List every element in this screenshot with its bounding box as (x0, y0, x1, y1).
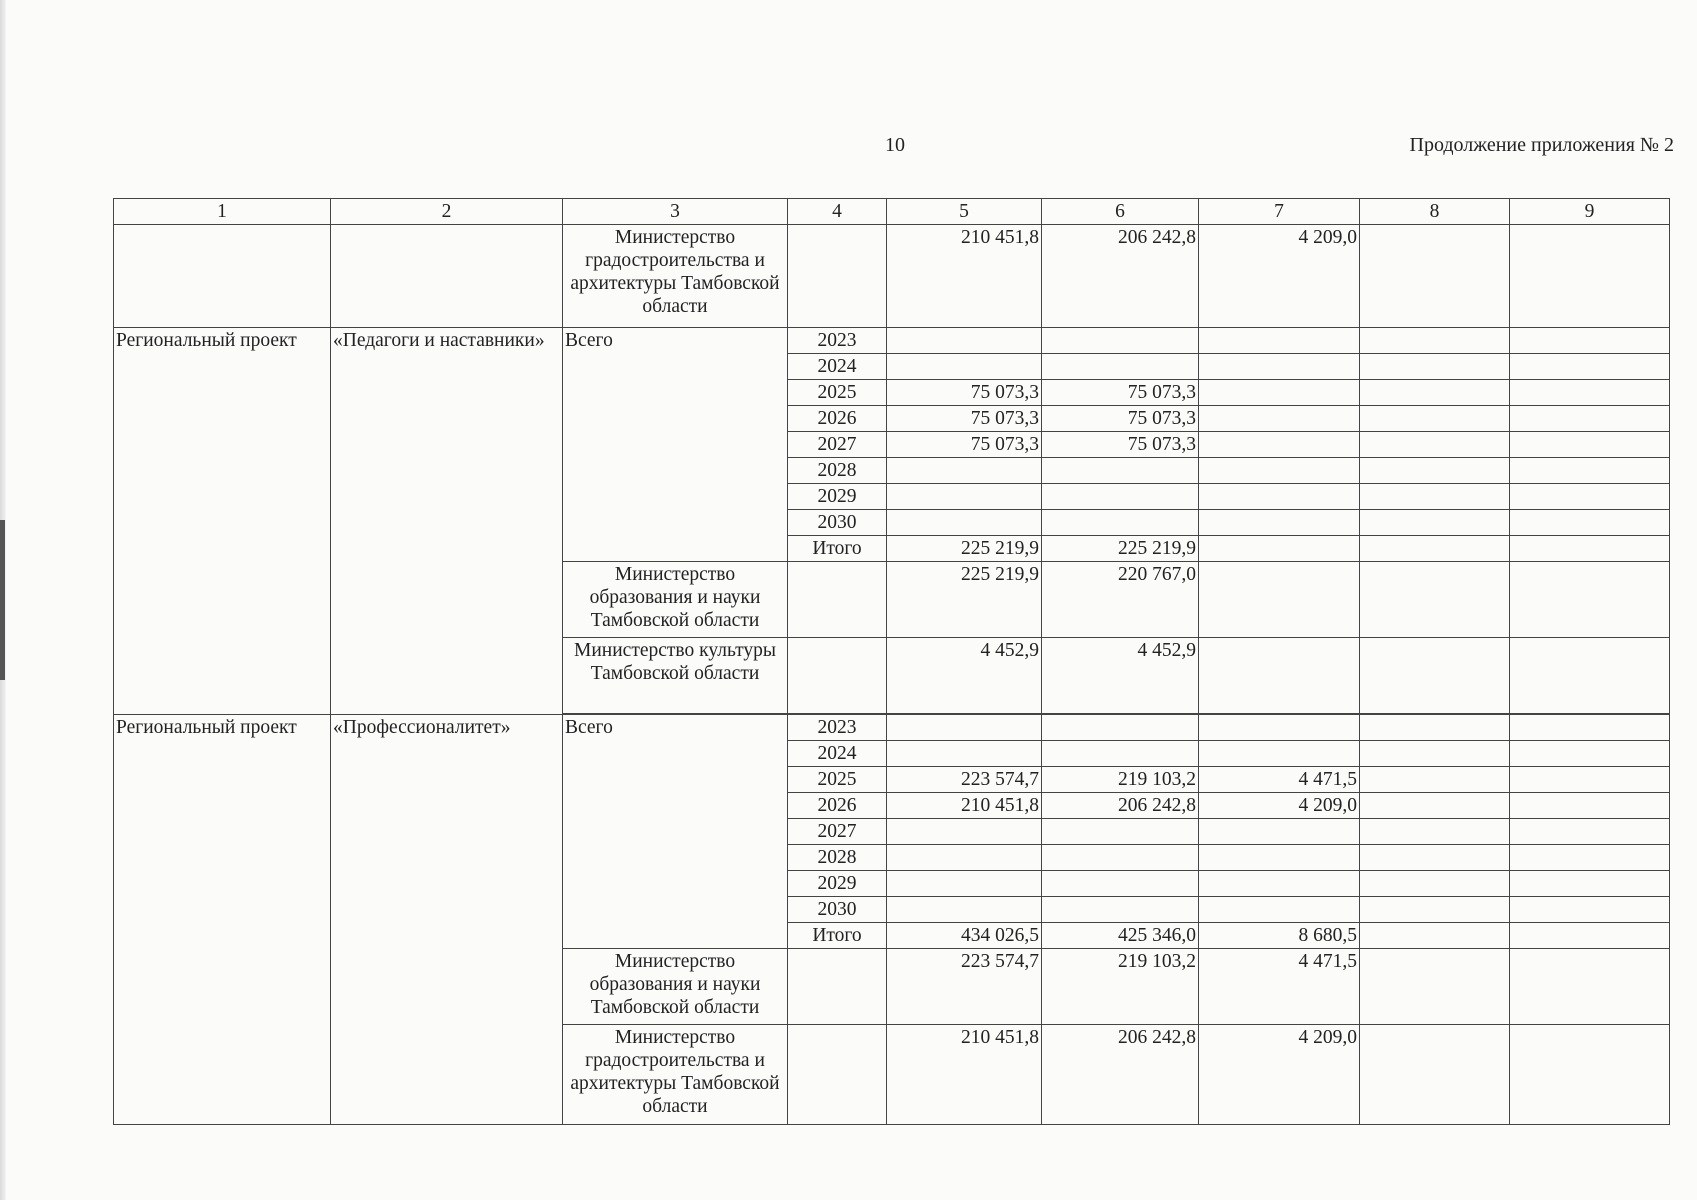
year-cell: 2027 (788, 432, 887, 458)
col-number: 1 (114, 199, 331, 225)
value-cell (1199, 432, 1360, 458)
empty-cell (331, 225, 563, 328)
project-name: «Профессионалитет» (331, 715, 563, 1125)
value-cell (1199, 510, 1360, 536)
value-cell: 8 680,5 (1199, 923, 1360, 949)
value-cell (1199, 380, 1360, 406)
value-cell (1199, 897, 1360, 923)
empty-cell (1360, 562, 1510, 638)
empty-cell (1510, 1025, 1670, 1125)
year-cell: 2030 (788, 510, 887, 536)
col-number: 8 (1360, 199, 1510, 225)
total-label: Всего (563, 328, 788, 562)
year-cell: 2024 (788, 354, 887, 380)
year-cell: 2030 (788, 897, 887, 923)
value-cell (1042, 897, 1199, 923)
value-cell: 434 026,5 (887, 923, 1042, 949)
table-row (114, 328, 1670, 354)
year-cell: 2023 (788, 715, 887, 741)
value-cell (1199, 871, 1360, 897)
empty-cell (1510, 380, 1670, 406)
value-cell: 4 452,9 (887, 638, 1042, 714)
col-number: 4 (788, 199, 887, 225)
value-cell (887, 715, 1042, 741)
value-cell: 210 451,8 (887, 793, 1042, 819)
value-cell: 4 471,5 (1199, 767, 1360, 793)
value-cell: 225 219,9 (887, 562, 1042, 638)
empty-cell (1510, 432, 1670, 458)
empty-cell (1360, 897, 1510, 923)
empty-cell (1510, 406, 1670, 432)
value-cell (1199, 715, 1360, 741)
value-cell (1199, 458, 1360, 484)
value-cell (1199, 819, 1360, 845)
empty-cell (114, 225, 331, 328)
value-cell (887, 484, 1042, 510)
col-number: 3 (563, 199, 788, 225)
year-cell: 2023 (788, 328, 887, 354)
continuation-note: Продолжение приложения № 2 (1409, 134, 1674, 156)
value-cell: 206 242,8 (1042, 1025, 1199, 1125)
scan-edge (0, 0, 6, 1200)
value-cell: 75 073,3 (887, 380, 1042, 406)
empty-cell (1510, 949, 1670, 1025)
org-cell: Министерство образования и науки Тамбовской области (563, 949, 788, 1025)
empty-cell (1360, 845, 1510, 871)
empty-cell (1360, 923, 1510, 949)
empty-cell (1510, 871, 1670, 897)
value-cell: 206 242,8 (1042, 225, 1199, 328)
value-cell (1042, 845, 1199, 871)
empty-cell (1360, 380, 1510, 406)
value-cell: 220 767,0 (1042, 562, 1199, 638)
value-cell (887, 328, 1042, 354)
year-cell: 2027 (788, 819, 887, 845)
empty-cell (1510, 897, 1670, 923)
value-cell (1199, 536, 1360, 562)
value-cell: 225 219,9 (1042, 536, 1199, 562)
value-cell (887, 871, 1042, 897)
table-row (114, 715, 1670, 741)
empty-cell (1510, 458, 1670, 484)
org-cell: Министерство образования и науки Тамбовской области (563, 562, 788, 638)
value-cell: 206 242,8 (1042, 793, 1199, 819)
value-cell (1042, 328, 1199, 354)
empty-cell (1360, 741, 1510, 767)
value-cell: 75 073,3 (1042, 406, 1199, 432)
value-cell (887, 897, 1042, 923)
value-cell (1042, 871, 1199, 897)
value-cell: 75 073,3 (887, 432, 1042, 458)
col-number: 7 (1199, 199, 1360, 225)
value-cell (887, 845, 1042, 871)
empty-cell (1510, 819, 1670, 845)
page-number: 10 (885, 134, 905, 156)
value-cell: 210 451,8 (887, 225, 1042, 328)
empty-cell (788, 638, 887, 714)
empty-cell (1360, 767, 1510, 793)
empty-cell (788, 225, 887, 328)
year-cell: 2024 (788, 741, 887, 767)
project-type: Региональный проект (114, 328, 331, 715)
org-cell: Министерство градостроительства и архитектуры Тамбовской области (563, 225, 788, 328)
value-cell (1199, 562, 1360, 638)
value-cell: 4 209,0 (1199, 225, 1360, 328)
value-cell (1199, 741, 1360, 767)
value-cell: 75 073,3 (887, 406, 1042, 432)
year-cell: 2025 (788, 767, 887, 793)
value-cell (1199, 406, 1360, 432)
project-type: Региональный проект (114, 715, 331, 1125)
org-cell: Министерство градостроительства и архитектуры Тамбовской области (563, 1025, 788, 1125)
value-cell: 4 471,5 (1199, 949, 1360, 1025)
year-cell: 2026 (788, 406, 887, 432)
empty-cell (1360, 949, 1510, 1025)
column-number-row (114, 199, 1670, 225)
empty-cell (1510, 536, 1670, 562)
value-cell (1199, 845, 1360, 871)
value-cell: 219 103,2 (1042, 767, 1199, 793)
empty-cell (1360, 458, 1510, 484)
value-cell (1042, 715, 1199, 741)
value-cell (1042, 819, 1199, 845)
empty-cell (1360, 793, 1510, 819)
value-cell (887, 354, 1042, 380)
value-cell (1199, 638, 1360, 714)
value-cell (1042, 741, 1199, 767)
empty-cell (1510, 510, 1670, 536)
value-cell (887, 819, 1042, 845)
value-cell: 210 451,8 (887, 1025, 1042, 1125)
empty-cell (1510, 845, 1670, 871)
empty-cell (1360, 638, 1510, 714)
empty-cell (1360, 354, 1510, 380)
empty-cell (1360, 510, 1510, 536)
value-cell: 219 103,2 (1042, 949, 1199, 1025)
funding-table (113, 198, 1670, 1125)
value-cell (887, 510, 1042, 536)
empty-cell (1360, 715, 1510, 741)
empty-cell (1360, 819, 1510, 845)
value-cell: 4 452,9 (1042, 638, 1199, 714)
year-cell: 2025 (788, 380, 887, 406)
scan-mark (0, 520, 5, 680)
value-cell (887, 741, 1042, 767)
empty-cell (1360, 225, 1510, 328)
empty-cell (1510, 741, 1670, 767)
empty-cell (1360, 406, 1510, 432)
empty-cell (1510, 562, 1670, 638)
value-cell: 225 219,9 (887, 536, 1042, 562)
value-cell (1042, 484, 1199, 510)
project-name: «Педагоги и наставники» (331, 328, 563, 715)
empty-cell (1360, 1025, 1510, 1125)
value-cell (887, 458, 1042, 484)
empty-cell (1510, 793, 1670, 819)
empty-cell (1360, 484, 1510, 510)
empty-cell (788, 949, 887, 1025)
value-cell (1042, 510, 1199, 536)
empty-cell (1360, 536, 1510, 562)
value-cell: 223 574,7 (887, 767, 1042, 793)
itogo-label: Итого (788, 923, 887, 949)
value-cell: 75 073,3 (1042, 432, 1199, 458)
year-cell: 2029 (788, 484, 887, 510)
value-cell (1199, 484, 1360, 510)
value-cell: 75 073,3 (1042, 380, 1199, 406)
empty-cell (1360, 871, 1510, 897)
itogo-label: Итого (788, 536, 887, 562)
empty-cell (1510, 354, 1670, 380)
empty-cell (1510, 225, 1670, 328)
empty-cell (1360, 432, 1510, 458)
value-cell (1042, 458, 1199, 484)
year-cell: 2026 (788, 793, 887, 819)
value-cell: 425 346,0 (1042, 923, 1199, 949)
empty-cell (1510, 767, 1670, 793)
col-number: 5 (887, 199, 1042, 225)
col-number: 9 (1510, 199, 1670, 225)
empty-cell (788, 562, 887, 638)
col-number: 6 (1042, 199, 1199, 225)
value-cell (1199, 354, 1360, 380)
table-row (114, 225, 1670, 328)
year-cell: 2028 (788, 845, 887, 871)
org-cell: Министерство культуры Тамбовской области (563, 638, 788, 714)
empty-cell (1510, 484, 1670, 510)
empty-cell (788, 1025, 887, 1125)
empty-cell (1510, 715, 1670, 741)
total-label: Всего (563, 715, 788, 949)
empty-cell (1510, 923, 1670, 949)
value-cell: 4 209,0 (1199, 1025, 1360, 1125)
empty-cell (1510, 638, 1670, 714)
year-cell: 2028 (788, 458, 887, 484)
empty-cell (1360, 328, 1510, 354)
empty-cell (1510, 328, 1670, 354)
value-cell (1042, 354, 1199, 380)
value-cell: 223 574,7 (887, 949, 1042, 1025)
value-cell (1199, 328, 1360, 354)
col-number: 2 (331, 199, 563, 225)
value-cell: 4 209,0 (1199, 793, 1360, 819)
year-cell: 2029 (788, 871, 887, 897)
